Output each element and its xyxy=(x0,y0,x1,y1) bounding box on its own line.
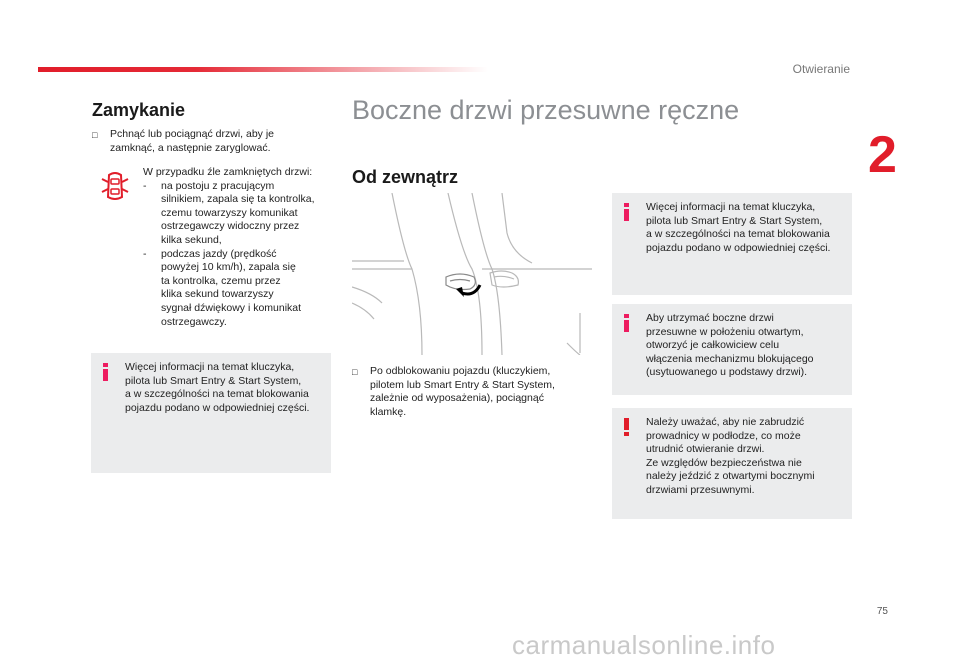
section-title: Otwieranie xyxy=(792,62,850,76)
door-open-warning-icon xyxy=(98,170,132,204)
text-line: zależnie od wyposażenia), pociągnąć xyxy=(370,392,544,405)
text-line: Po odblokowaniu pojazdu (kluczykiem, xyxy=(370,365,551,377)
text-line: klika sekund towarzyszy xyxy=(161,288,274,301)
text-line: Pchnąć lub pociągnąć drzwi, aby je xyxy=(110,128,275,140)
closing-heading: Zamykanie xyxy=(92,100,186,120)
text-line: kilka sekund, xyxy=(161,233,222,246)
text-line: drzwiami przesuwnymi. xyxy=(646,483,755,496)
text-line: podczas jazdy (prędkość xyxy=(161,247,277,260)
dash-marker: - xyxy=(143,247,147,260)
info-icon xyxy=(103,363,108,381)
text-line: pilota lub Smart Entry & Start System, xyxy=(125,374,302,387)
info-text xyxy=(646,312,842,380)
text-line: a w szczególności na temat blokowania xyxy=(646,228,830,241)
text-line: zamknąć, a następnie zaryglować. xyxy=(110,141,271,154)
text-line: Ze względów bezpieczeństwa nie xyxy=(646,456,802,469)
text-line: pojazdu podano w odpowiedniej części. xyxy=(125,401,310,414)
text-line: włączenia mechanizmu blokującego xyxy=(646,352,814,365)
watermark: carmanualsonline.info xyxy=(512,630,776,660)
text-line: Więcej informacji na temat kluczyka, xyxy=(646,201,816,213)
checkbox-bullet-icon: □ xyxy=(92,130,98,140)
text-line: pilota lub Smart Entry & Start System, xyxy=(646,214,823,227)
warning-text xyxy=(646,416,842,498)
chapter-number: 2 xyxy=(868,126,897,184)
text-line: Więcej informacji na temat kluczyka, xyxy=(125,361,295,373)
text-line: Aby utrzymać boczne drzwi xyxy=(646,312,774,324)
text-line: pojazdu podano w odpowiedniej części. xyxy=(646,241,831,254)
page-number: 75 xyxy=(876,606,888,617)
info-text xyxy=(646,201,842,255)
unlock-bullet xyxy=(352,365,592,419)
text-line: ostrzegawczy. xyxy=(161,315,227,328)
text-line: ta kontrolka, czemu przez xyxy=(161,274,281,287)
text-line: a w szczególności na temat blokowania xyxy=(125,388,309,401)
intro-line: W przypadku źle zamkniętych drzwi: xyxy=(143,166,313,178)
text-line: otworzyć je całkowiciew celu xyxy=(646,339,780,352)
warning-box xyxy=(612,408,852,519)
info-icon xyxy=(624,203,629,221)
info-box-right-2 xyxy=(612,304,852,395)
info-icon xyxy=(624,314,629,332)
text-line: czemu towarzyszy komunikat xyxy=(161,206,298,219)
info-box-right-1 xyxy=(612,193,852,295)
checkbox-bullet-icon: □ xyxy=(352,367,358,377)
page-title: Boczne drzwi przesuwne ręczne xyxy=(352,95,740,125)
warning-description xyxy=(143,166,338,329)
info-box-left xyxy=(91,353,331,473)
text-line: sygnał dźwiękowy i komunikat xyxy=(161,301,302,314)
text-line: powyżej 10 km/h), zapala się xyxy=(161,261,296,274)
warning-icon xyxy=(624,418,629,436)
info-text xyxy=(125,361,321,415)
text-line: Należy uważać, aby nie zabrudzić xyxy=(646,416,805,428)
text-line: utrudnić otwieranie drzwi. xyxy=(646,443,765,456)
dash-marker: - xyxy=(143,179,147,192)
text-line: przesuwne w położeniu otwartym, xyxy=(646,325,804,338)
text-line: klamkę. xyxy=(370,405,407,418)
text-line: silnikiem, zapala się ta kontrolka, xyxy=(161,193,315,206)
sliding-door-handle-illustration xyxy=(352,193,592,355)
text-line: pilotem lub Smart Entry & Start System, xyxy=(370,378,555,391)
text-line: ostrzegawczy widoczny przez xyxy=(161,220,300,233)
outside-heading: Od zewnątrz xyxy=(352,167,459,187)
text-line: należy jeździć z otwartymi bocznymi xyxy=(646,470,815,483)
closing-bullet xyxy=(92,128,332,155)
section-color-bar xyxy=(38,67,488,72)
text-line: (usytuowanego u podstawy drzwi). xyxy=(646,366,808,379)
text-line: na postoju z pracującym xyxy=(161,179,275,192)
text-line: prowadnicy w podłodze, co może xyxy=(646,429,801,442)
